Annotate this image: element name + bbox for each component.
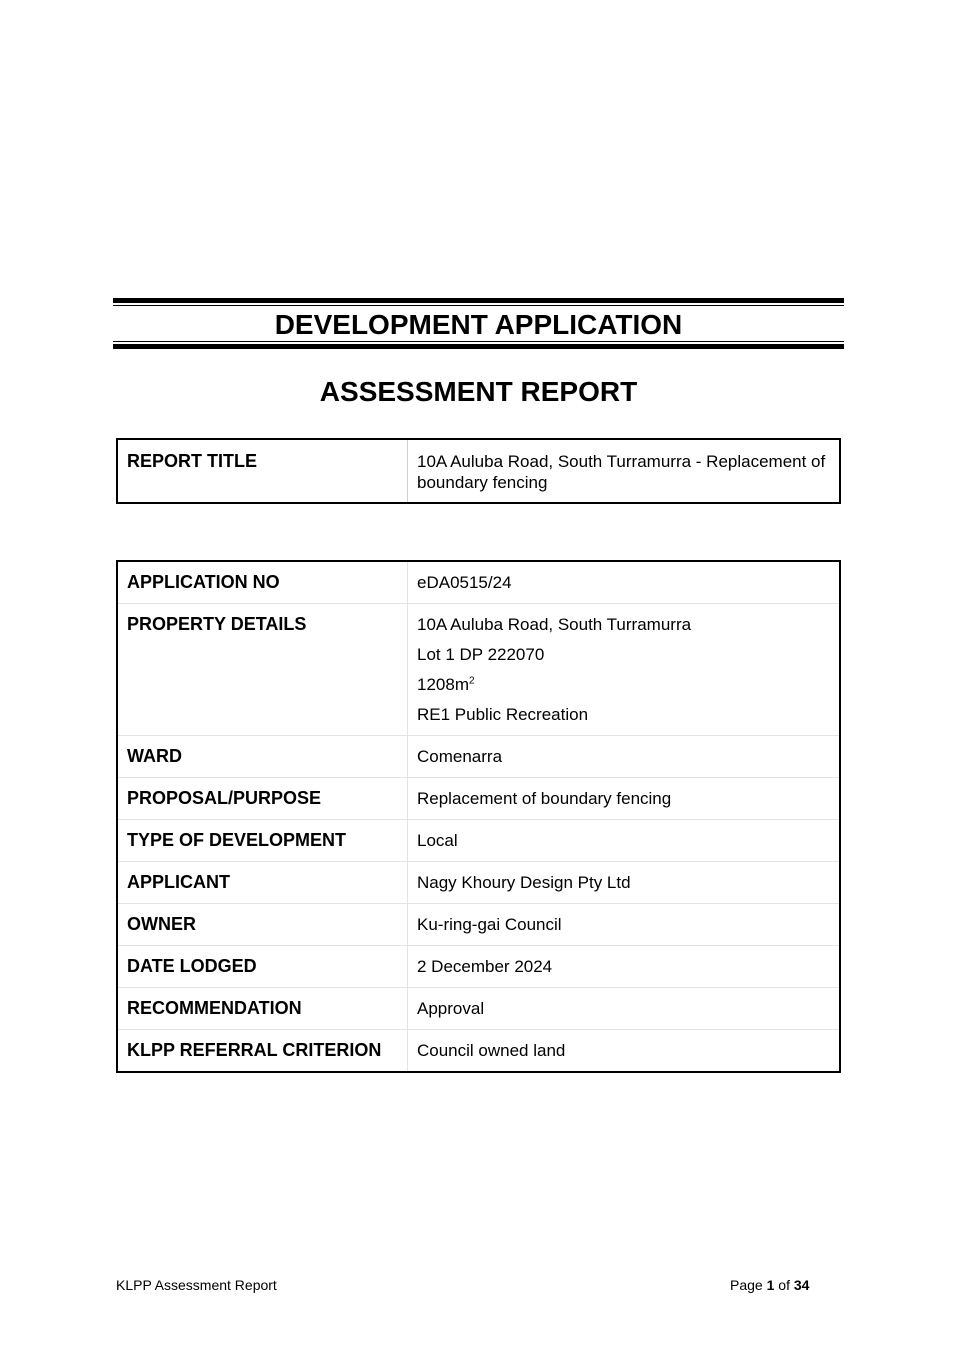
applicant-label: APPLICANT	[117, 862, 408, 904]
development-type-label: TYPE OF DEVELOPMENT	[117, 820, 408, 862]
table-row	[117, 1030, 840, 1073]
table-row	[117, 904, 840, 946]
bottom-rule-thick	[113, 344, 844, 349]
property-zoning: RE1 Public Recreation	[417, 705, 589, 724]
footer-page-number	[730, 1277, 809, 1294]
owner-value: Ku-ring-gai Council	[408, 904, 841, 946]
top-rule-thin	[113, 305, 844, 306]
proposal-label: PROPOSAL/PURPOSE	[117, 778, 408, 820]
applicant-value: Nagy Khoury Design Pty Ltd	[408, 862, 841, 904]
table-row	[117, 604, 840, 736]
application-details-table	[116, 560, 841, 1073]
property-lot: Lot 1 DP 222070	[417, 645, 545, 664]
property-details-value	[408, 604, 841, 736]
owner-label: OWNER	[117, 904, 408, 946]
page-of: of	[774, 1277, 794, 1293]
page-total: 34	[793, 1277, 810, 1293]
document-subtitle: ASSESSMENT REPORT	[319, 376, 638, 407]
table-row	[117, 946, 840, 988]
ward-label: WARD	[117, 736, 408, 778]
ward-value: Comenarra	[408, 736, 841, 778]
table-row	[117, 736, 840, 778]
property-area-value: 1208m	[417, 675, 469, 694]
application-no-label: APPLICATION NO	[117, 561, 408, 604]
report-title-label: REPORT TITLE	[117, 439, 408, 503]
table-row	[117, 778, 840, 820]
date-lodged-label: DATE LODGED	[117, 946, 408, 988]
property-address: 10A Auluba Road, South Turramurra	[417, 615, 692, 634]
table-row	[117, 988, 840, 1030]
application-no-value: eDA0515/24	[417, 573, 512, 592]
report-title-table	[116, 438, 841, 504]
property-area-exponent: 2	[468, 675, 475, 687]
table-row	[117, 561, 840, 604]
document-title: DEVELOPMENT APPLICATION	[274, 309, 683, 340]
property-area	[417, 674, 830, 695]
property-details-label: PROPERTY DETAILS	[117, 604, 408, 736]
page-prefix: Page	[730, 1277, 767, 1293]
top-rule-thick	[113, 298, 844, 303]
bottom-rule-thin	[113, 341, 844, 342]
klpp-referral-value: Council owned land	[408, 1030, 841, 1073]
footer-report-name: KLPP Assessment Report	[116, 1277, 277, 1293]
klpp-referral-label: KLPP REFERRAL CRITERION	[117, 1030, 408, 1073]
report-title-value: 10A Auluba Road, South Turramurra - Replacement of boundary fencing	[417, 452, 826, 492]
recommendation-value: Approval	[408, 988, 841, 1030]
page-current: 1	[766, 1277, 775, 1293]
development-type-value: Local	[408, 820, 841, 862]
proposal-value: Replacement of boundary fencing	[408, 778, 841, 820]
table-row	[117, 820, 840, 862]
recommendation-label: RECOMMENDATION	[117, 988, 408, 1030]
table-row	[117, 439, 840, 503]
table-row	[117, 862, 840, 904]
date-lodged-value: 2 December 2024	[408, 946, 841, 988]
